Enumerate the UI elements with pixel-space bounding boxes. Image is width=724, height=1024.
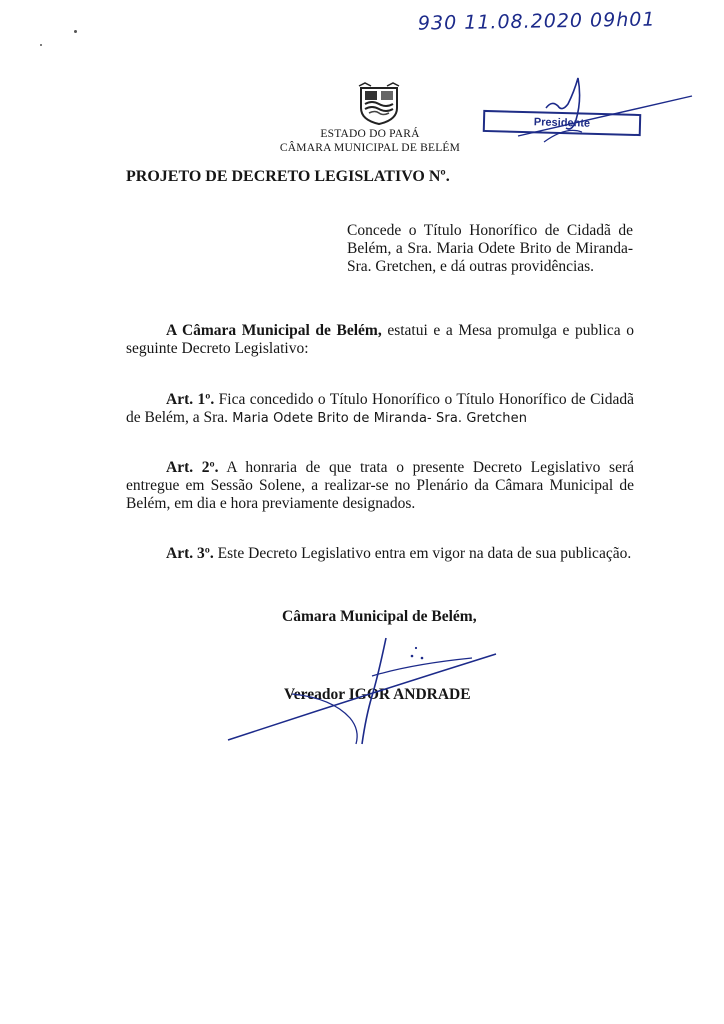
article-3 xyxy=(126,545,634,563)
article-1-honoree-name: Maria Odete Brito de Miranda- Sra. Gretchen xyxy=(228,411,528,426)
article-1-text: Fica concedido o Título Honorífico o Título Honorífico de Cidadã de Belém, a Sra. xyxy=(126,391,634,426)
header-state: ESTADO DO PARÁ xyxy=(320,128,420,140)
signer-name: Vereador IGOR ANDRADE xyxy=(284,686,471,703)
president-signature-icon xyxy=(478,70,698,152)
article-1-label: Art. 1º. xyxy=(166,391,215,408)
article-3-text: Este Decreto Legislativo entra em vigor na data de sua publicação. xyxy=(213,545,632,562)
article-1 xyxy=(126,391,634,428)
presidente-stamp: Presidente xyxy=(483,110,642,136)
scan-speck xyxy=(40,44,42,46)
article-2 xyxy=(126,459,634,513)
protocol-annotation: 930 11.08.2020 09h01 xyxy=(417,8,656,35)
header-chamber: CÂMARA MUNICIPAL DE BELÉM xyxy=(279,142,461,154)
article-2-text: A honraria de que trata o presente Decreto Legislativo será entregue em Sessão Solene, a realizar-se no Plenário da Câmara Municipal de Belém, em dia e hora previamente designados. xyxy=(126,459,634,512)
scan-speck xyxy=(74,30,77,33)
document-title: PROJETO DE DECRETO LEGISLATIVO Nº. xyxy=(126,168,450,185)
preamble-chamber-name: A Câmara Municipal de Belém, xyxy=(166,322,382,339)
preamble-paragraph xyxy=(126,322,634,358)
closing-line: Câmara Municipal de Belém, xyxy=(282,608,477,625)
coat-of-arms-icon xyxy=(357,82,401,126)
preamble-text: estatui e a Mesa promulga e publica o seguinte Decreto Legislativo: xyxy=(126,322,634,357)
article-3-label: Art. 3º. xyxy=(166,545,214,562)
article-2-label: Art. 2º. xyxy=(166,459,219,476)
document-summary: Concede o Título Honorífico de Cidadã de Belém, a Sra. Maria Odete Brito de Miranda- Sra. Gretchen, e dá outras providências. xyxy=(347,222,633,275)
councilor-signature-icon xyxy=(222,636,502,746)
